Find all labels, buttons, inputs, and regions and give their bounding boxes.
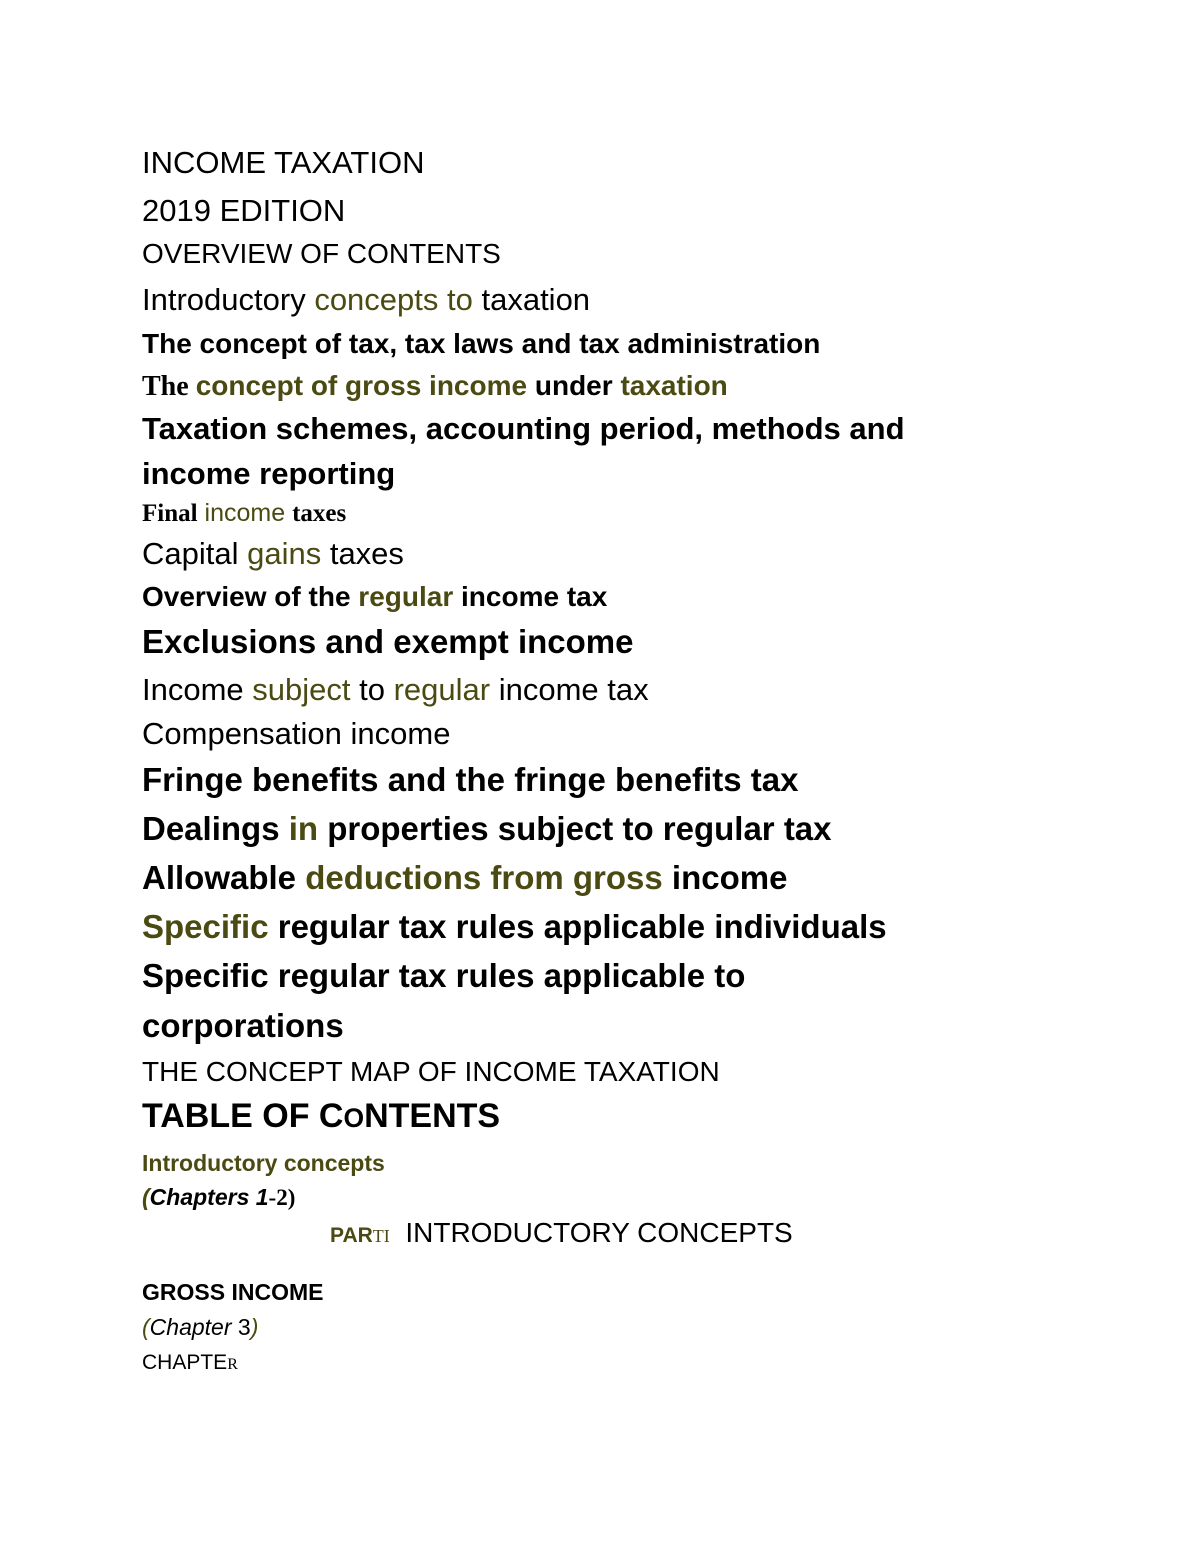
overview-item-specific-corporations xyxy=(142,959,745,992)
overview-item-taxation-schemes xyxy=(142,413,905,444)
chapter-text: -2 xyxy=(268,1185,288,1210)
chapter-text: ( xyxy=(142,1184,150,1210)
item-text: taxes xyxy=(321,536,404,571)
chapter-text: ( xyxy=(142,1314,150,1340)
overview-item-final-income-taxes xyxy=(142,501,346,526)
item-text: Final xyxy=(142,500,198,527)
item-text: regular tax rules applicable individuals xyxy=(268,908,887,945)
concept-map-heading: THE CONCEPT MAP OF INCOME TAXATION xyxy=(142,1056,720,1087)
item-text: income tax xyxy=(490,672,649,707)
item-text: income tax xyxy=(453,581,608,612)
part-one-heading xyxy=(330,1219,793,1247)
part-label: TI xyxy=(372,1226,390,1246)
item-text: taxation xyxy=(472,282,591,317)
overview-item-dealings xyxy=(142,812,832,845)
item-text: Specific regular tax rules applicable to xyxy=(142,957,746,994)
toc-heading-text: O xyxy=(343,1103,365,1133)
item-text-highlight: taxation xyxy=(620,370,728,401)
chapter-label xyxy=(142,1352,238,1373)
item-text-highlight: Specific xyxy=(142,908,269,945)
item-text: The concept of tax, tax laws and tax administration xyxy=(142,328,821,359)
item-text-highlight: concept of gross income xyxy=(195,370,528,401)
overview-heading: OVERVIEW OF CONTENTS xyxy=(142,238,501,269)
overview-item-exclusions xyxy=(142,625,634,658)
overview-item-income-reporting xyxy=(142,458,395,489)
item-text-highlight: gains xyxy=(247,536,322,571)
document-title: INCOME TAXATION xyxy=(142,145,425,180)
edition-label: 2019 EDITION xyxy=(142,193,346,228)
item-text-highlight: concepts to xyxy=(314,282,473,317)
gross-income-chapter xyxy=(142,1316,258,1339)
gross-income-label: GROSS INCOME xyxy=(142,1279,324,1305)
overview-item-gross-income xyxy=(142,372,728,401)
item-text: Dealings xyxy=(142,810,289,847)
chapter-text: ) xyxy=(287,1185,296,1210)
chapter-text: 3 xyxy=(231,1314,251,1340)
item-text: to xyxy=(350,672,394,707)
overview-item-allowable-deductions xyxy=(142,861,787,894)
item-text: properties subject to regular tax xyxy=(318,810,832,847)
overview-item-fringe-benefits xyxy=(142,763,798,796)
overview-item-regular-income-tax xyxy=(142,583,607,611)
chapter-text: Chapter xyxy=(149,1314,232,1340)
part-title: INTRODUCTORY CONCEPTS xyxy=(405,1217,793,1248)
item-text: corporations xyxy=(142,1007,344,1044)
item-text: Fringe benefits and the fringe benefits tax xyxy=(142,761,799,798)
item-text: Introductory xyxy=(142,282,315,317)
overview-item-introductory xyxy=(142,284,590,315)
chapter-text: ) xyxy=(250,1314,259,1340)
toc-heading xyxy=(142,1099,500,1133)
item-text: Capital xyxy=(142,536,248,571)
overview-item-concept-of-tax xyxy=(142,330,820,358)
item-text: taxes xyxy=(292,500,347,527)
item-text: under xyxy=(527,370,621,401)
intro-chapters xyxy=(142,1186,295,1209)
overview-item-compensation xyxy=(142,718,450,749)
item-text-highlight: subject xyxy=(252,672,351,707)
item-text: Exclusions and exempt income xyxy=(142,623,634,660)
item-text-highlight: in xyxy=(288,810,319,847)
item-text: income reporting xyxy=(142,456,396,491)
toc-heading-text: TABLE OF C xyxy=(142,1097,344,1135)
item-text-highlight: deductions from gross xyxy=(305,859,663,896)
item-text: Income xyxy=(142,672,253,707)
intro-concepts-label: Introductory concepts xyxy=(142,1150,385,1176)
toc-heading-text: NTENTS xyxy=(364,1097,501,1135)
chapter-label-text: R xyxy=(227,1356,238,1373)
item-text-highlight: regular xyxy=(358,581,454,612)
overview-item-income-subject xyxy=(142,674,649,705)
item-text-highlight: income xyxy=(197,499,293,527)
item-text: Taxation schemes, accounting period, methods and xyxy=(142,411,905,446)
part-label: PAR xyxy=(330,1224,373,1247)
item-text-highlight: regular xyxy=(393,672,491,707)
item-text: Allowable xyxy=(142,859,306,896)
overview-item-corporations xyxy=(142,1009,344,1042)
item-text: The xyxy=(142,371,196,402)
item-text: Compensation income xyxy=(142,716,451,751)
item-text: income xyxy=(662,859,788,896)
overview-item-capital-gains xyxy=(142,538,404,569)
overview-item-specific-individuals xyxy=(142,910,887,943)
chapter-label-text: CHAPTE xyxy=(142,1351,228,1374)
chapter-text: Chapters 1 xyxy=(149,1184,269,1210)
item-text: Overview of the xyxy=(142,581,359,612)
